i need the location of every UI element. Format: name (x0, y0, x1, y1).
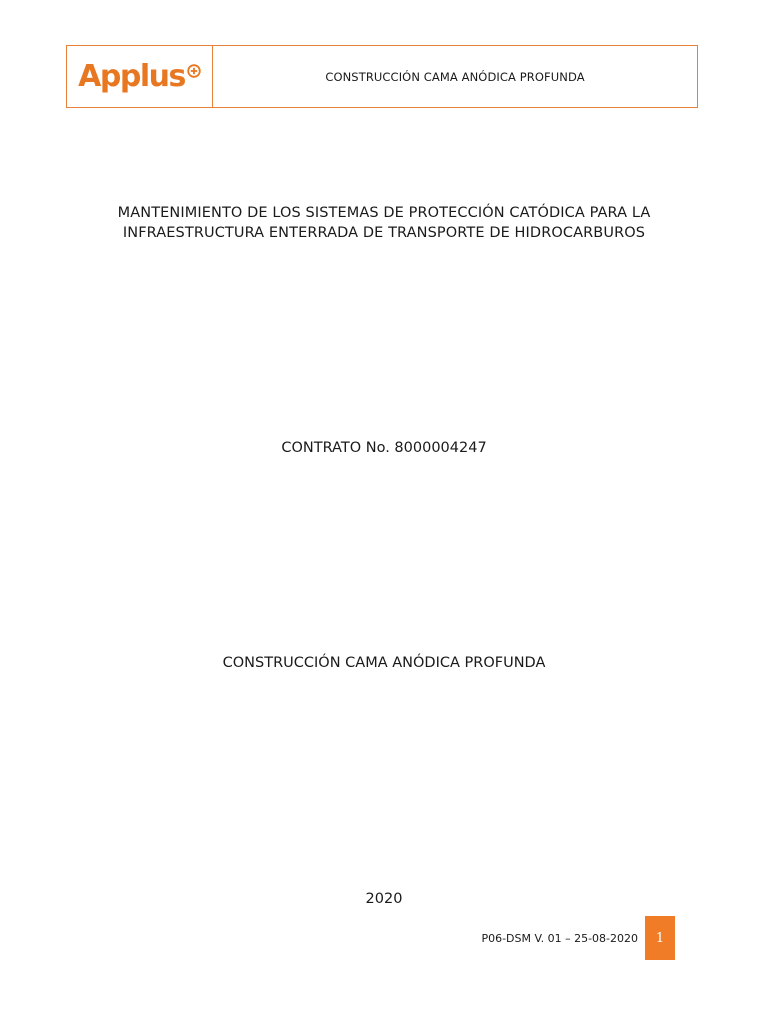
page-header (66, 45, 698, 108)
plus-circle-icon (187, 64, 201, 78)
contract-number: CONTRATO No. 8000004247 (281, 440, 487, 456)
page-number-badge (645, 916, 675, 960)
header-title: CONSTRUCCIÓN CAMA ANÓDICA PROFUNDA (325, 69, 585, 84)
document-title-line-1: MANTENIMIENTO DE LOS SISTEMAS DE PROTECCIÓN CATÓDICA PARA LA (117, 205, 651, 221)
document-year: 2020 (365, 891, 403, 907)
page-number: 1 (655, 930, 665, 946)
logo-text: Applus (78, 58, 185, 94)
footer-document-code: P06-DSM V. 01 – 25-08-2020 (481, 932, 638, 945)
logo-cell (67, 46, 213, 107)
applus-logo (78, 58, 201, 94)
document-subject: CONSTRUCCIÓN CAMA ANÓDICA PROFUNDA (222, 655, 546, 671)
document-title-line-2: INFRAESTRUCTURA ENTERRADA DE TRANSPORTE DE HIDROCARBUROS (122, 225, 646, 241)
document-title (60, 203, 708, 243)
